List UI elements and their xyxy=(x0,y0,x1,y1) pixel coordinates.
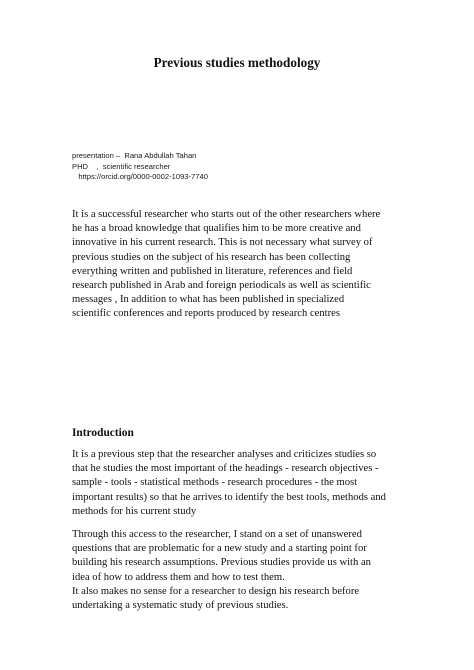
text-line: scientific conferences and reports produced by research centres xyxy=(72,308,340,320)
text-line: messages , In addition to what has been published in specialized xyxy=(72,294,345,306)
text-line: that he studies the most important of the headings - research objectives - xyxy=(72,463,379,475)
text-line: sample - tools - statistical methods - research procedures - the most xyxy=(72,477,358,489)
text-line: Through this access to the researcher, I stand on a set of unanswered xyxy=(72,529,362,540)
intro-paragraph-1 xyxy=(72,448,406,519)
orcid-link[interactable]: https://orcid.org/0000-0002-1093-7740 xyxy=(72,172,208,182)
text-line: methods for his current study xyxy=(72,505,197,517)
presenter-line: presentation – Rana Abdullah Tahan xyxy=(72,151,197,160)
text-line: important results) so that he arrives to identify the best tools, methods and xyxy=(72,491,386,503)
section-heading: Introduction xyxy=(72,427,134,439)
document-title: Previous studies methodology xyxy=(153,55,321,70)
intro-paragraph-3 xyxy=(72,585,406,613)
abstract-paragraph xyxy=(72,208,406,322)
text-line: It is a successful researcher who starts out of the other researchers where xyxy=(72,209,381,220)
text-line: It is a previous step that the researcher analyses and criticizes studies so xyxy=(72,449,377,460)
text-line: research published in Arab and foreign periodicals as well as scientific xyxy=(72,280,371,292)
text-line: idea of how to address them and how to test them. xyxy=(72,571,285,583)
author-info xyxy=(72,151,208,183)
text-line: innovative in his current research. This is not necessary what survey of xyxy=(72,237,373,249)
text-line: It also makes no sense for a researcher to design his research before xyxy=(72,586,360,597)
degree-line: PHD , scientific researcher xyxy=(72,161,171,171)
text-line: he has a broad knowledge that qualifies him to be more creative and xyxy=(72,223,361,235)
text-line: previous studies on the subject of his research has been collecting xyxy=(72,251,351,263)
text-line: undertaking a systematic study of previous studies. xyxy=(72,600,289,612)
text-line: building his research assumptions. Previous studies provide us with an xyxy=(72,557,371,569)
text-line: questions that are problematic for a new study and a starting point for xyxy=(72,543,367,555)
intro-paragraph-2 xyxy=(72,528,406,585)
text-line: everything written and published in literature, references and field xyxy=(72,265,353,277)
